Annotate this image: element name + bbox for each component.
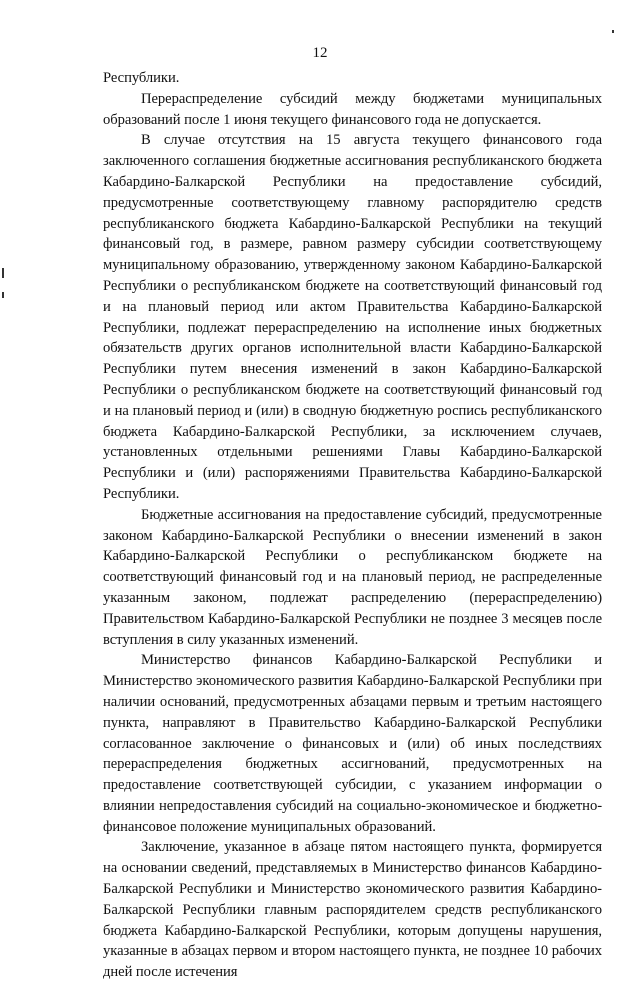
scan-artifact-mark (2, 268, 4, 278)
paragraph: В случае отсутствия на 15 августа текущего финансового года заключенного соглашения бюджетные ассигнования республиканского бюджета Кабардино-Балкарской Республики на предоставление субсидий, предусмотренные соответствующему главному распорядителю средств республиканского бюджета Кабардино-Балкарской Республики на текущий финансовый год, в размере, равном размеру субсидии соответствующему муниципальному образованию, утвержденному законом Кабардино-Балкарской Республики о республиканском бюджете на соответствующий финансовый год и на плановый период или актом Правительства Кабардино-Балкарской Республики, подлежат перераспределению на исполнение иных бюджетных обязательств других органов исполнительной власти Кабардино-Балкарской Республики путем внесения изменений в закон Кабардино-Балкарской Республики о республиканском бюджете на соответствующий финансовый год и на плановый период и (или) в сводную бюджетную роспись республиканского бюджета Кабардино-Балкарской Республики, за исключением случаев, установленных отдельными решениями Главы Кабардино-Балкарской Республики и (или) распоряжениями Правительства Кабардино-Балкарской Республики. (103, 132, 602, 502)
paragraph: Республики. (103, 70, 180, 86)
document-body (103, 68, 602, 983)
scan-artifact-mark (2, 292, 4, 298)
page-number: 12 (312, 45, 328, 61)
scan-artifact-mark (612, 30, 614, 33)
paragraph: Бюджетные ассигнования на предоставление субсидий, предусмотренные законом Кабардино-Балкарской Республики о внесении изменений в закон Кабардино-Балкарской Республики о республиканском бюджете на соответствующий финансовый год и на плановый период, не распределенные указанным законом, подлежат распределению (перераспределению) Правительством Кабардино-Балкарской Республики не позднее 3 месяцев после вступления в силу указанных изменений. (103, 506, 602, 648)
paragraph: Перераспределение субсидий между бюджетами муниципальных образований после 1 июня текущего финансового года не допускается. (103, 90, 602, 128)
paragraph: Заключение, указанное в абзаце пятом настоящего пункта, формируется на основании сведений, представляемых в Министерство финансов Кабардино-Балкарской Республики и Министерство экономического развития Кабардино-Балкарской Республики главным распорядителем средств республиканского бюджета Кабардино-Балкарской Республики, которым допущены нарушения, указанные в абзацах первом и втором настоящего пункта, не позднее 10 рабочих дней после истечения (103, 839, 602, 981)
paragraph: Министерство финансов Кабардино-Балкарской Республики и Министерство экономического развития Кабардино-Балкарской Республики при наличии оснований, предусмотренных абзацами первым и третьим настоящего пункта, направляют в Правительство Кабардино-Балкарской Республики согласованное заключение о финансовых и (или) об иных последствиях перераспределения бюджетных ассигнований, предусмотренных на предоставление соответствующей субсидии, с указанием информации о влиянии непредоставления субсидий на социально-экономическое и бюджетно-финансовое положение муниципальных образований. (103, 652, 602, 835)
